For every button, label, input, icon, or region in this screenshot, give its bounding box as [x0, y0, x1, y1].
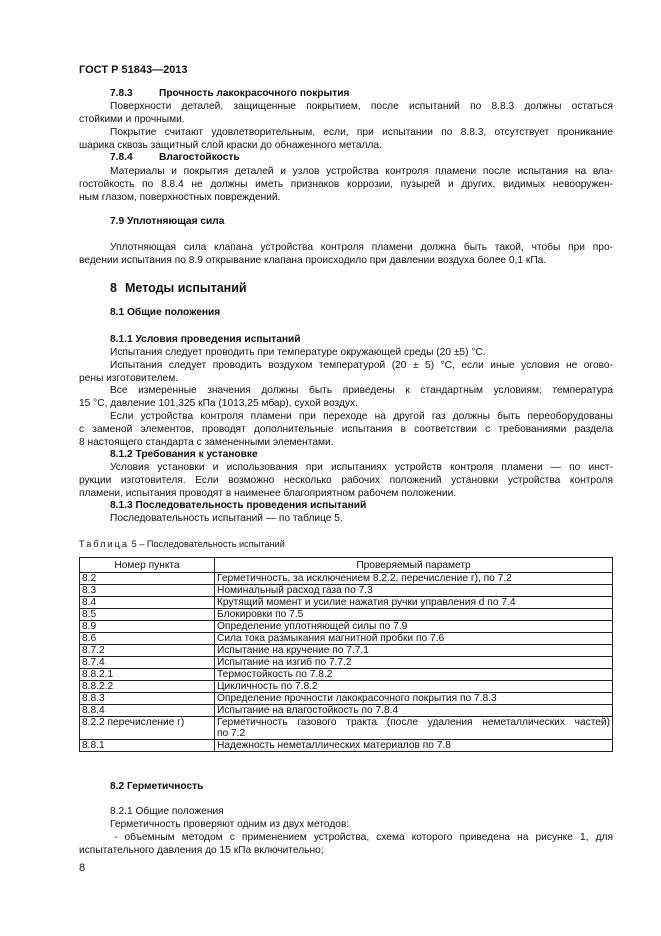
- cell-parameter-line: по 7.2: [217, 728, 246, 739]
- paragraph-line: шарика сквозь защитный слой краски до обнаженного металла.: [79, 140, 382, 151]
- table-row: [80, 633, 613, 645]
- paragraph-line: - объемным методом с применением устройства, схема которого приведена на рисунке 1, для: [114, 832, 613, 843]
- cell-parameter: Надежность неметаллических материалов по 7.8: [215, 740, 613, 752]
- cell-parameter: [215, 717, 613, 740]
- table-row: [80, 717, 613, 740]
- section-7-8-4-title: Влагостойкость: [159, 152, 240, 163]
- cell-item-number: 8.8.3: [80, 693, 215, 705]
- table-header-row: [80, 558, 613, 573]
- table-row: [80, 681, 613, 693]
- cell-item-number: 8.4: [80, 597, 215, 609]
- table-row: [80, 645, 613, 657]
- cell-item-number: 8.6: [80, 633, 215, 645]
- cell-item-number: 8.3: [80, 585, 215, 597]
- paragraph-line: 15 °С, давление 101,325 кПа (1013,25 мбар), сухой воздух.: [79, 398, 358, 409]
- table-row: [80, 657, 613, 669]
- section-8-1-1-title: 8.1.1 Условия проведения испытаний: [110, 334, 301, 345]
- cell-parameter: Цикличность по 7.8.2: [215, 681, 613, 693]
- paragraph-line: испытательного давления до 15 кПа включительно;: [79, 845, 324, 856]
- table-caption-word: Таблица: [79, 539, 130, 549]
- section-8-title: Методы испытаний: [125, 281, 247, 295]
- cell-parameter: Определение уплотняющей силы по 7.9: [215, 621, 613, 633]
- paragraph-line: рены изготовителем.: [79, 373, 179, 384]
- section-7-8-4-number: 7.8.4: [110, 152, 133, 163]
- paragraph-line: гостойкость по 8.8.4 не должны иметь признаков коррозии, пузырей и других, видимых невооружен-: [79, 179, 613, 190]
- cell-item-number: 8.7.2: [80, 645, 215, 657]
- table-row: [80, 740, 613, 752]
- paragraph-line: Испытания следует проводить воздухом температурой (20 ± 5) °С, если иные условия не огово-: [110, 360, 613, 371]
- table-row: [80, 669, 613, 681]
- cell-item-number: 8.9: [80, 621, 215, 633]
- column-header-parameter: Проверяемый параметр: [215, 558, 613, 573]
- section-8-number: 8: [110, 281, 117, 295]
- paragraph-line: Последовательность испытаний — по таблице 5.: [110, 513, 343, 524]
- paragraph-line: Условия установки и использования при испытаниях устройств контроля пламени — по инст-: [110, 462, 613, 473]
- cell-item-number: 8.2.2 перечисление г): [80, 717, 215, 740]
- paragraph-line: пламени, испытания проводят в наименее благоприятном рабочем положении.: [79, 488, 457, 499]
- paragraph-line: Материалы и покрытия деталей и узлов устройства контроля пламени после испытания на вла-: [110, 166, 613, 177]
- paragraph-line: Уплотняющая сила клапана устройства контроля пламени должна быть такой, чтобы при про-: [110, 242, 613, 253]
- paragraph-line: Все измеренные значения должны быть приведены к стандартным условиям: температура: [110, 385, 613, 396]
- document-header: ГОСТ Р 51843—2013: [79, 64, 188, 76]
- section-8-2-title: 8.2 Герметичность: [110, 781, 204, 792]
- page-number: 8: [79, 862, 86, 874]
- paragraph-line: ным глазом, поверхностных повреждений.: [79, 192, 281, 203]
- cell-parameter: Термостойкость по 7.8.2: [215, 669, 613, 681]
- table-row: [80, 597, 613, 609]
- section-8-1-2-title: 8.1.2 Требования к установке: [110, 449, 258, 460]
- paragraph-line: 8 настоящего стандарта с замененными элементами.: [79, 437, 334, 448]
- cell-item-number: 8.8.2.1: [80, 669, 215, 681]
- cell-item-number: 8.8.2.2: [80, 681, 215, 693]
- table-caption: [79, 539, 285, 549]
- cell-parameter: Сила тока размыкания магнитной пробки по 7.6: [215, 633, 613, 645]
- cell-parameter: Определение прочности лакокрасочного покрытия по 7.8.3: [215, 693, 613, 705]
- table-row: [80, 573, 613, 585]
- table-row: [80, 609, 613, 621]
- paragraph-line: с заменой элементов, проводят дополнительные испытания в соответствии с требованиями раздела: [79, 424, 613, 435]
- table-caption-text: 5 – Последовательность испытаний: [131, 539, 285, 549]
- paragraph-line: ведении испытания по 8.9 открывание клапана происходило при давлении воздуха более 0,1 кПа.: [79, 255, 547, 266]
- paragraph-line: Герметичность проверяют одним из двух методов:: [110, 819, 350, 830]
- paragraph-line: Покрытие считают удовлетворительным, если, при испытании по 8.8.3, отсутствует проникание: [110, 127, 613, 138]
- section-8-1-title: 8.1 Общие положения: [110, 307, 221, 318]
- cell-item-number: 8.8.1: [80, 740, 215, 752]
- table-row: [80, 705, 613, 717]
- cell-parameter: Крутящий момент и усилие нажатия ручки управления d по 7.4: [215, 597, 613, 609]
- section-7-9-title: 7.9 Уплотняющая сила: [110, 216, 225, 227]
- cell-item-number: 8.7.4: [80, 657, 215, 669]
- table-row: [80, 585, 613, 597]
- cell-item-number: 8.2: [80, 573, 215, 585]
- cell-parameter: Номинальный расход газа по 7.3: [215, 585, 613, 597]
- cell-parameter: Испытание на кручение по 7.7.1: [215, 645, 613, 657]
- section-7-8-3-title: Прочность лакокрасочного покрытия: [159, 88, 350, 99]
- cell-item-number: 8.5: [80, 609, 215, 621]
- section-8-1-3-title: 8.1.3 Последовательность проведения испытаний: [110, 500, 367, 511]
- cell-parameter-line: Герметичность газового тракта (после удаления неметаллических частей): [217, 717, 610, 728]
- paragraph-line: Поверхности деталей, защищенные покрытием, после испытаний по 8.8.3 должны остаться: [110, 101, 613, 112]
- paragraph-line: Если устройства контроля пламени при переходе на другой газ должны быть переоборудованы: [110, 411, 613, 422]
- section-7-8-3-number: 7.8.3: [110, 88, 133, 99]
- paragraph-line: Испытания следует проводить при температуре окружающей среды (20 ±5) °С.: [110, 347, 486, 358]
- cell-parameter: Герметичность, за исключением 8.2.2, перечисление г), по 7.2: [215, 573, 613, 585]
- cell-parameter: Блокировки по 7.5: [215, 609, 613, 621]
- cell-item-number: 8.8.4: [80, 705, 215, 717]
- paragraph-line: стойкими и прочными.: [79, 114, 185, 125]
- table-row: [80, 621, 613, 633]
- tests-sequence-table: [79, 557, 613, 752]
- cell-parameter: Испытание на изгиб по 7.7.2: [215, 657, 613, 669]
- cell-parameter: Испытание на влагостойкость по 7.8.4: [215, 705, 613, 717]
- table-row: [80, 693, 613, 705]
- paragraph-line: рукции изготовителя. Если возможно несколько рабочих положений установки устройства контроля: [79, 475, 613, 486]
- section-8-2-1-title: 8.2.1 Общие положения: [110, 806, 224, 817]
- column-header-item-number: Номер пункта: [80, 558, 215, 573]
